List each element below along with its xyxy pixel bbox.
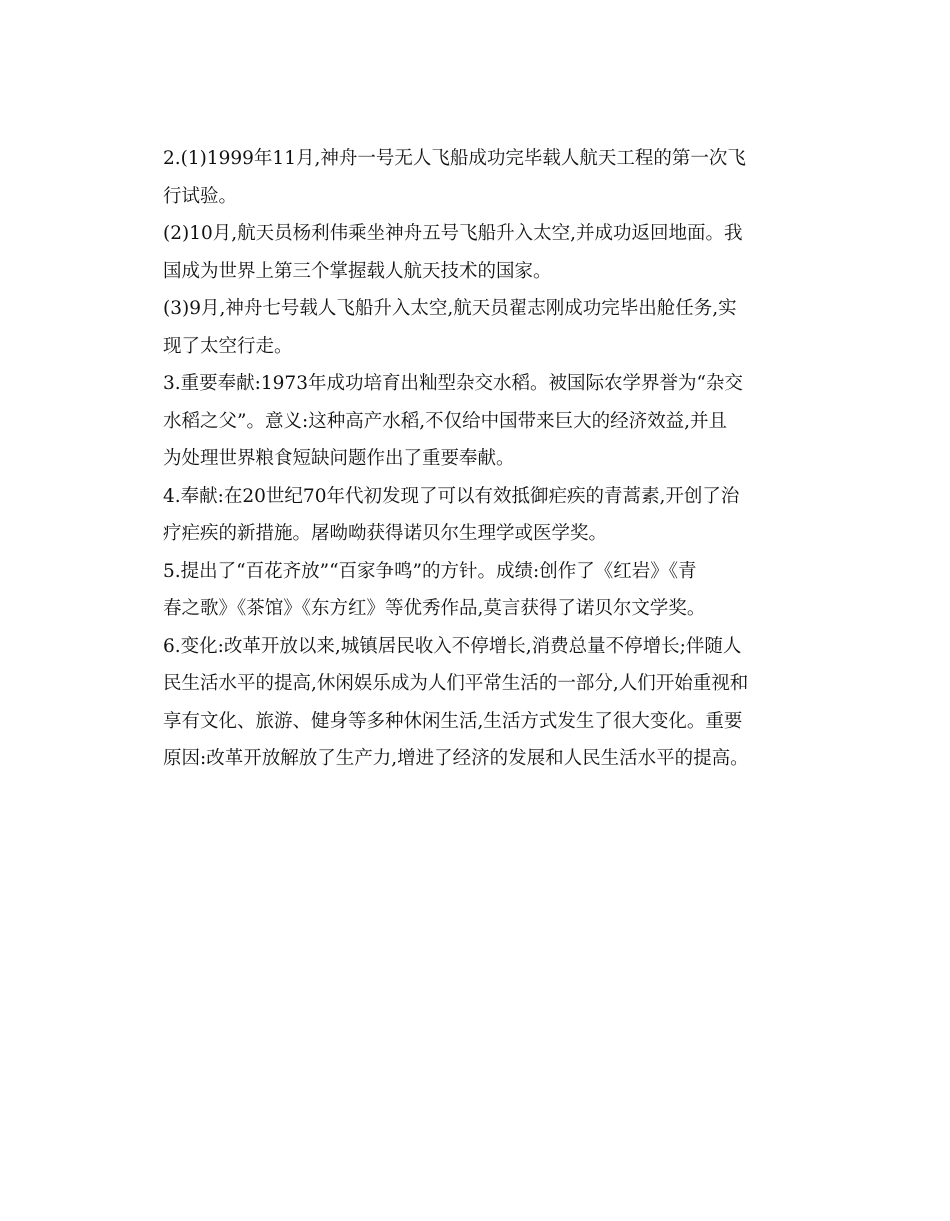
text-line: 疗疟疾的新措施。屠呦呦获得诺贝尔生理学或医学奖。 — [163, 523, 608, 544]
text-line: 5.提出了“百花齐放”“百家争鸣”的方针。成绩:创作了《红岩》《青 — [163, 560, 697, 582]
answer-text-block — [163, 140, 783, 778]
text-line: 水稻之父”。意义:这种高产水稻,不仅给中国带来巨大的经济效益,并且 — [163, 410, 727, 432]
text-line: 享有文化、旅游、健身等多种休闲生活,生活方式发生了很大变化。重要 — [163, 710, 743, 732]
text-line: 2.(1)1999年11月,神舟一号无人飞船成功完毕载人航天工程的第一次飞 — [163, 148, 746, 169]
text-line: 现了太空行走。 — [163, 335, 293, 357]
text-line: (3)9月,神舟七号载人飞船升入太空,航天员翟志刚成功完毕出舱任务,实 — [163, 298, 737, 319]
text-line: 国成为世界上第三个掌握载人航天技术的国家。 — [163, 260, 552, 282]
text-line: 民生活水平的提高,休闲娱乐成为人们平常生活的一部分,人们开始重视和 — [163, 673, 749, 694]
text-line: 4.奉献:在20世纪70年代初发现了可以有效抵御疟疾的青蒿素,开创了治 — [163, 485, 740, 507]
text-line: 3.重要奉献:1973年成功培育出籼型杂交水稻。被国际农学界誉为“杂交 — [163, 373, 743, 394]
text-line: 为处理世界粮食短缺问题作出了重要奉献。 — [163, 448, 515, 469]
text-line: 6.变化:改革开放以来,城镇居民收入不停增长,消费总量不停增长;伴随人 — [163, 635, 742, 657]
text-line: 原因:改革开放解放了生产力,增进了经济的发展和人民生活水平的提高。 — [163, 748, 749, 769]
text-line: 行试验。 — [163, 185, 238, 207]
text-line: (2)10月,航天员杨利伟乘坐神舟五号飞船升入太空,并成功返回地面。我 — [163, 223, 743, 244]
text-line: 春之歌》《茶馆》《东方红》等优秀作品,莫言获得了诺贝尔文学奖。 — [163, 598, 706, 619]
